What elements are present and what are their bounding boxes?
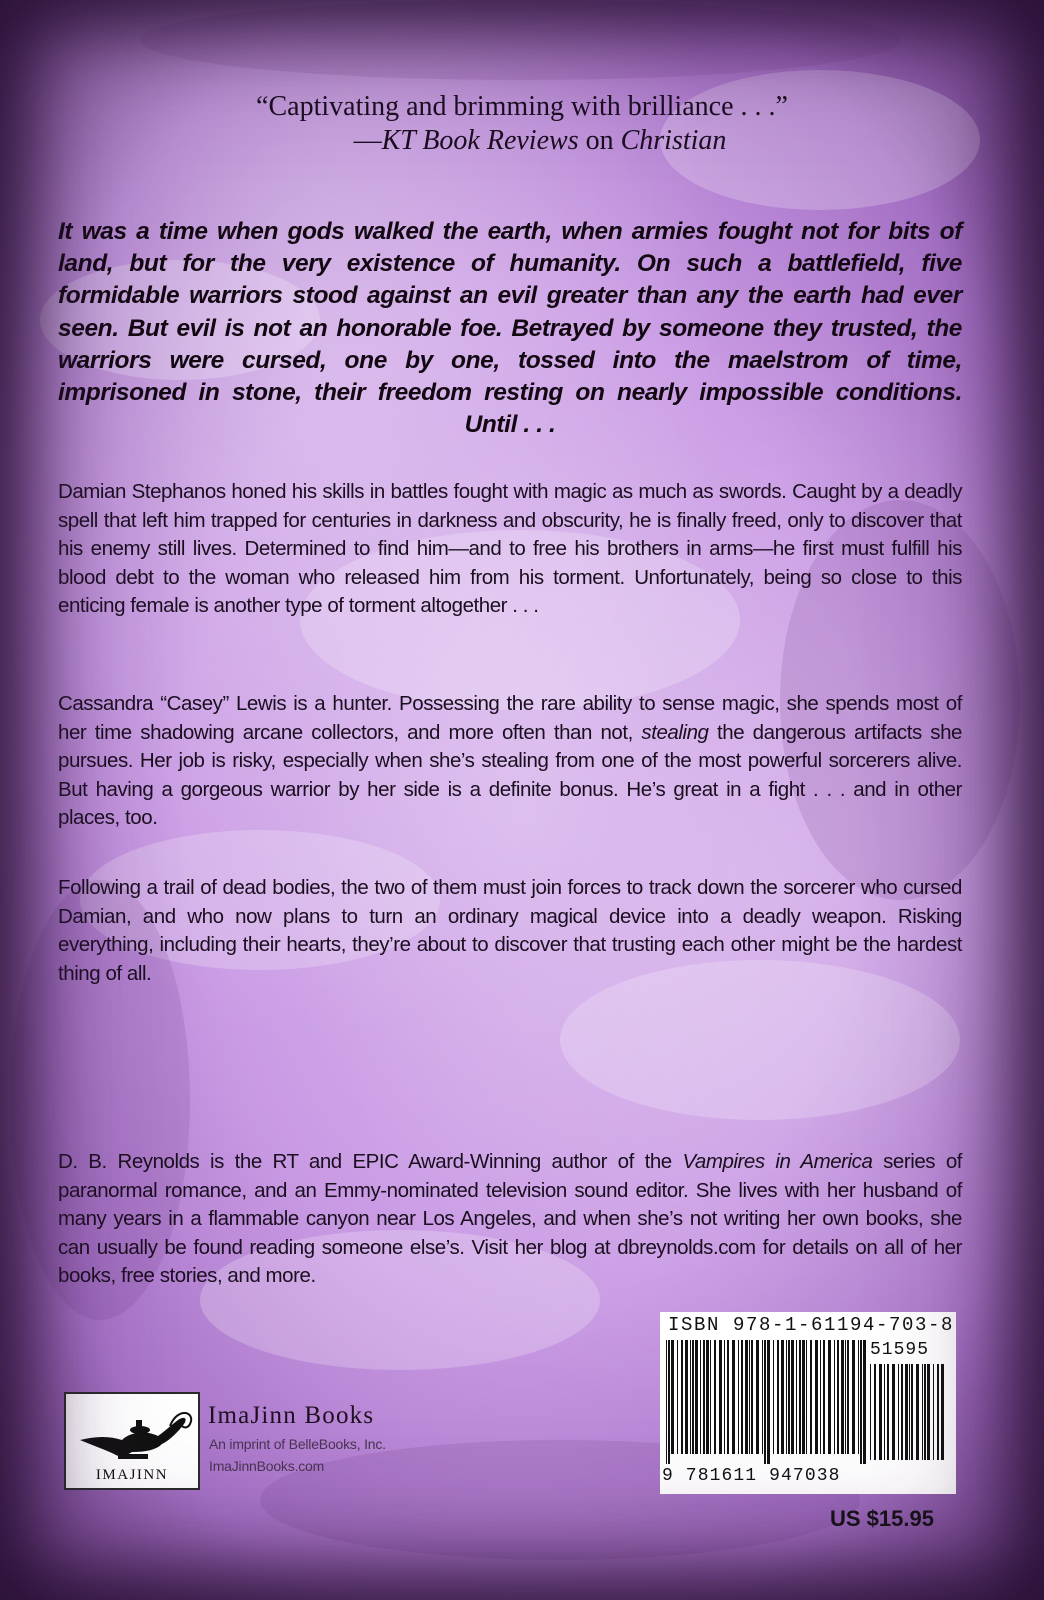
barcode-bar: [749, 1340, 750, 1454]
barcode-bar: [837, 1340, 839, 1454]
bio-series: Vampires in America: [682, 1150, 873, 1173]
barcode-bar: [901, 1364, 903, 1460]
barcode-bar: [681, 1340, 683, 1454]
barcode-bar: [941, 1364, 944, 1460]
retail-price: US $15.95: [830, 1506, 934, 1531]
lead-paragraph: It was a time when gods walked the earth, when armies fought not for bits of land, but for the very existence of humanity. On such a battlefield, five formidable warriors stood against an evil greater than any the earth had ever seen. But evil is not an honorable foe. Betrayed by someone they trusted, the warriors were cursed, one by one, tossed into the maelstrom of time, imprisoned in stone, their freedom resting on nearly impossible conditions. Until . . .: [58, 218, 962, 439]
price-code: 51595: [870, 1340, 930, 1360]
barcode-bar: [666, 1340, 667, 1464]
barcode-bar: [788, 1340, 790, 1454]
publisher-name: ImaJinn Books: [208, 1402, 375, 1429]
barcode-bar: [786, 1340, 787, 1454]
barcode-bar: [911, 1364, 913, 1460]
ean-digits: 9 781611 947038: [662, 1466, 841, 1486]
barcode-bar: [773, 1340, 774, 1454]
barcode-bar: [706, 1340, 709, 1454]
barcode-bar: [874, 1364, 876, 1460]
barcode-bar: [815, 1340, 818, 1454]
bio-before: D. B. Reynolds is the RT and EPIC Award-Winning author of the: [58, 1150, 683, 1173]
barcode-bar: [905, 1364, 908, 1460]
barcode-bar: [796, 1340, 797, 1454]
barcode-bar: [898, 1364, 899, 1460]
barcode-bar: [677, 1340, 678, 1454]
barcode-bar: [810, 1340, 812, 1454]
barcode-bar: [823, 1340, 825, 1454]
barcode-bar: [781, 1340, 784, 1454]
paragraph-2-before: Cassandra “Casey” Lewis is a hunter. Possessing the rare ability to sense magic, she spends most of her time shadowing arcane collectors, and more often than not,: [58, 692, 962, 744]
barcode-bar: [762, 1340, 763, 1454]
author-bio: [58, 1148, 962, 1291]
barcode-bar: [703, 1340, 705, 1454]
barcode-bar: [828, 1340, 831, 1454]
barcode-bar: [777, 1340, 779, 1454]
barcode-bar: [764, 1340, 766, 1464]
attribution-dash: —: [353, 125, 382, 156]
isbn-number: ISBN 978-1-61194-703-8: [668, 1314, 955, 1336]
barcode-bar: [738, 1340, 739, 1454]
barcode-bar: [820, 1340, 821, 1454]
publisher-imprint: An imprint of BelleBooks, Inc.: [209, 1436, 386, 1452]
barcode-bar: [927, 1364, 930, 1460]
barcode-bar: [745, 1340, 748, 1454]
barcode-bar: [710, 1340, 711, 1454]
barcode-bar: [847, 1340, 849, 1454]
barcode-bar: [916, 1364, 919, 1460]
barcode-bar: [892, 1364, 895, 1460]
barcode-bar: [671, 1340, 674, 1454]
barcode-bar: [860, 1340, 862, 1464]
synopsis-paragraph-damian: Damian Stephanos honed his skills in battles fought with magic as much as swords. Caught by a deadly spell that left him trapped for centuries in darkness and obscurity, he is finally freed, only to discover that his enemy still lives. Determined to find him—and to free his brothers in arms—he first must fulfill his blood debt to the woman who released him from his torment. Unfortunately, being so close to this enticing female is another type of torment altogether . . .: [58, 480, 962, 618]
barcode-bar: [741, 1340, 743, 1454]
barcode-bar: [887, 1364, 889, 1460]
barcode-bar: [909, 1364, 910, 1460]
barcode-bar: [695, 1340, 698, 1454]
barcode-bar: [756, 1340, 759, 1454]
barcode-bar: [802, 1340, 805, 1454]
paragraph-2-emphasis: stealing: [641, 720, 709, 744]
barcode-bar: [799, 1340, 801, 1454]
logo-word: IMAJINN: [95, 1467, 169, 1483]
barcode-bar: [834, 1340, 835, 1454]
barcode-bar: [870, 1364, 871, 1460]
barcode-bar: [852, 1340, 855, 1454]
barcode-bar: [685, 1340, 688, 1454]
barcode-bar: [933, 1364, 934, 1460]
quote-attribution: [0, 124, 1044, 158]
review-quote: [0, 90, 1044, 158]
barcode-bar: [884, 1364, 885, 1460]
attribution-source: KT Book Reviews: [381, 125, 579, 156]
synopsis-paragraph-plot: Following a trail of dead bodies, the two of them must join forces to track down the sorcerer who cursed Damian, and who now plans to turn an ordinary magical device into a deadly weapon. Risking everything, including their hearts, they’re about to discover that trusting each other might be the hardest thing of all.: [58, 876, 962, 985]
price-barcode-bars: [870, 1364, 950, 1460]
barcode-bar: [692, 1340, 694, 1454]
barcode-bar: [751, 1340, 753, 1454]
barcode-bar: [841, 1340, 844, 1454]
attribution-on: on: [578, 125, 621, 156]
publisher-url: ImaJinnBooks.com: [209, 1458, 325, 1474]
paragraph-2-after: the dangerous artifacts she pursues. Her job is risky, especially when she’s stealing from one of the most powerful sorcerers alive. But having a gorgeous warrior by her side is a definite bonus. He’s great in a fight . . . and in other places, too.: [58, 720, 962, 830]
synopsis-paragraph-casey: [58, 690, 962, 833]
barcode-bar: [700, 1340, 701, 1454]
quote-text: “Captivating and brimming with brilliance . . .”: [256, 91, 788, 122]
barcode-bar: [858, 1340, 859, 1454]
attribution-title: Christian: [620, 125, 727, 156]
barcode-bar: [668, 1340, 670, 1464]
barcode-bar: [690, 1340, 691, 1454]
barcode-bar: [724, 1340, 725, 1454]
barcode-bar: [924, 1364, 926, 1460]
publisher-block: [64, 1392, 484, 1492]
ean-barcode-bars: [666, 1340, 866, 1464]
publisher-logo: [64, 1392, 200, 1490]
barcode-bar: [767, 1340, 770, 1464]
barcode-bar: [806, 1340, 807, 1454]
barcode-bar: [879, 1364, 882, 1460]
genie-lamp-icon: [66, 1396, 198, 1466]
barcode-bar: [922, 1364, 923, 1460]
barcode-bar: [719, 1340, 722, 1454]
isbn-barcode: [660, 1312, 956, 1494]
barcode-bar: [845, 1340, 846, 1454]
barcode-bar: [863, 1340, 866, 1464]
barcode-bar: [727, 1340, 729, 1454]
barcode-bar: [937, 1364, 939, 1460]
barcode-bar: [791, 1340, 794, 1454]
bio-after: series of paranormal romance, and an Emmy-nominated television sound editor. She lives with her husband of many years in a flammable canyon near Los Angeles, and when she’s not writing her own books, she can usually be found reading someone else’s. Visit her blog at dbreynolds.com for details on all of her books, free stories, and more.: [58, 1150, 963, 1288]
barcode-bar: [714, 1340, 716, 1454]
barcode-bar: [732, 1340, 735, 1454]
